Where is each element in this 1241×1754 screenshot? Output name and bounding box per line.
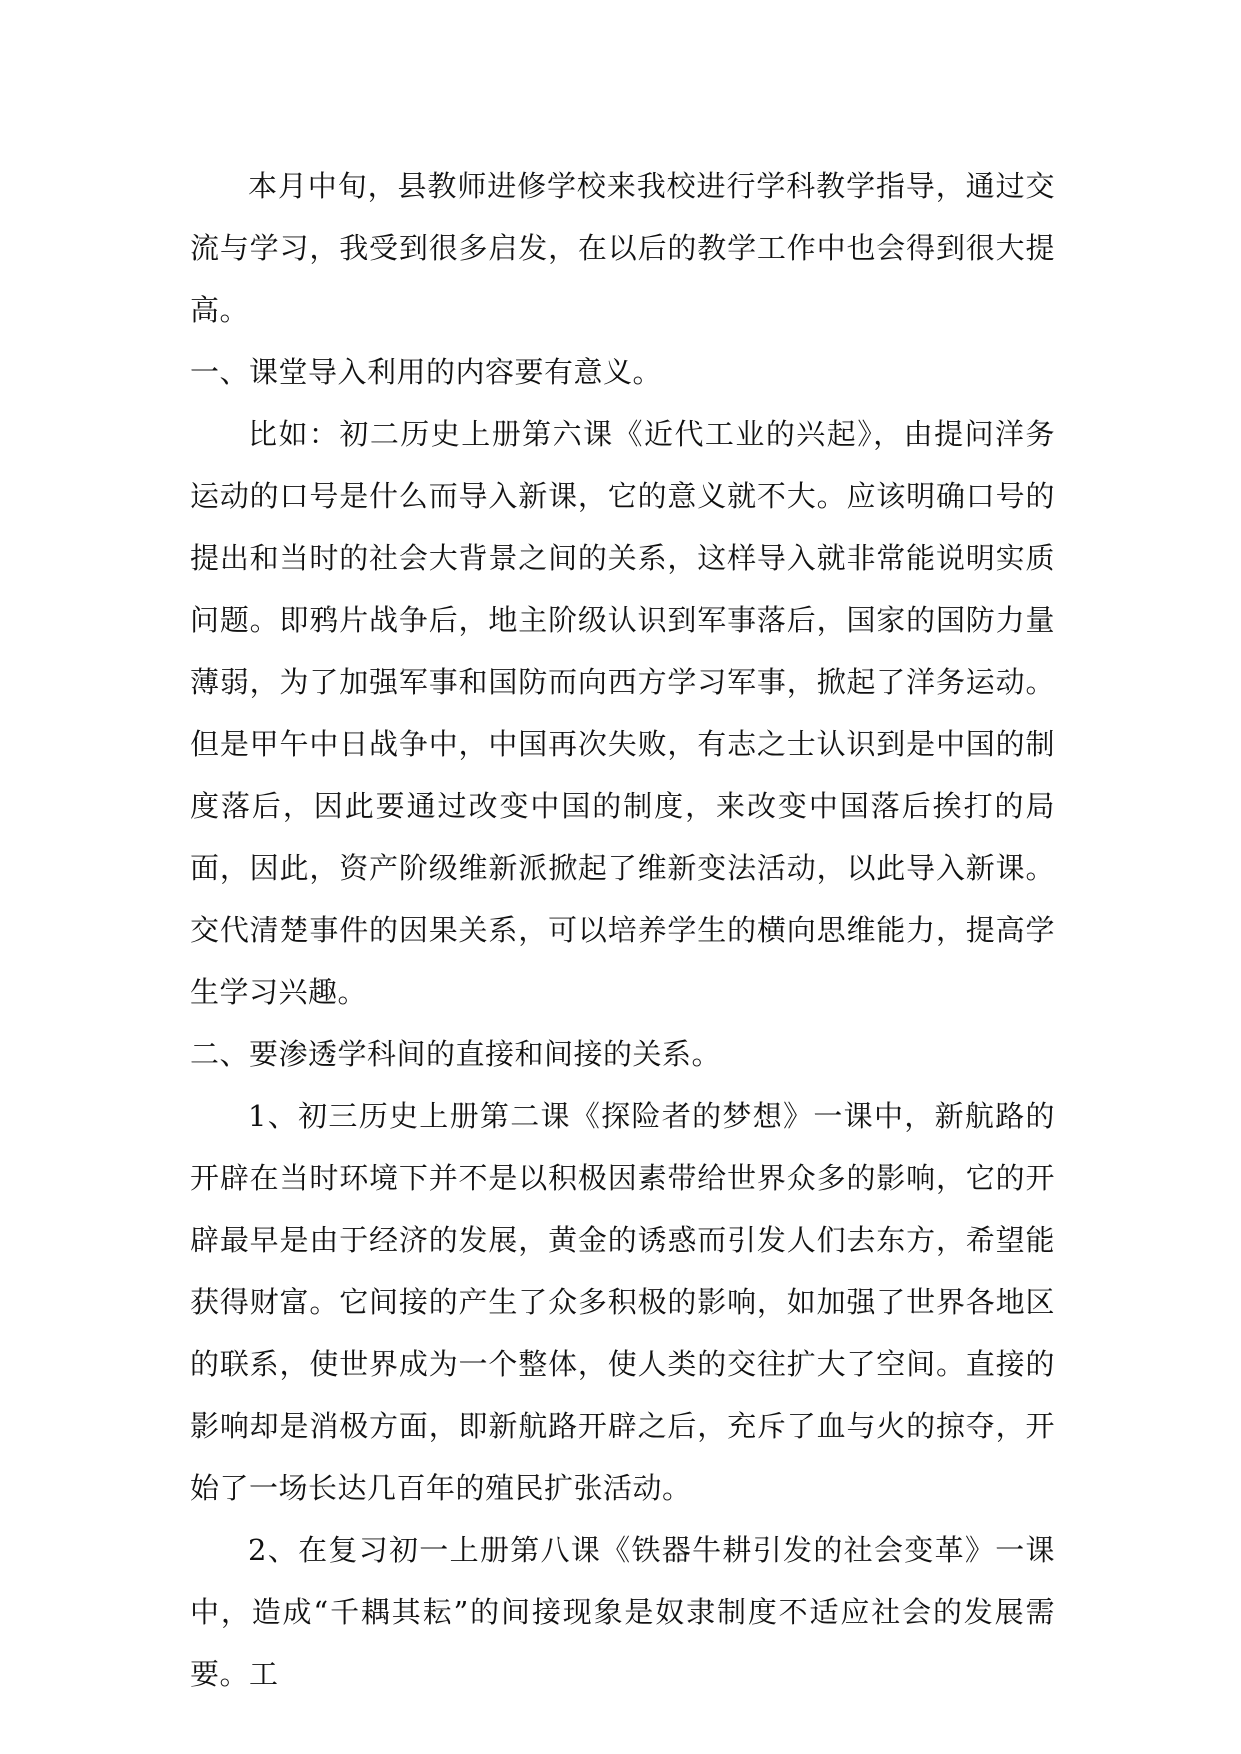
section-heading-2: 二、要渗透学科间的直接和间接的关系。 (190, 1037, 722, 1071)
paragraph-point-1: 1、初三历史上册第二课《探险者的梦想》一课中，新航路的开辟在当时环境下并不是以积极因素带给世界众多的影响，它的开辟最早是由于经济的发展，黄金的诱惑而引发人们去东方，希望能获得财富。它间接的产生了众多积极的影响，如加强了世界各地区的联系，使世界成为一个整体，使人类的交往扩大了空间。直接的影响却是消极方面，即新航路开辟之后，充斥了血与火的掠夺，开始了一场长达几百年的殖民扩张活动。 (190, 1099, 1055, 1505)
section-heading-1: 一、课堂导入利用的内容要有意义。 (190, 355, 663, 389)
paragraph-point-2: 2、在复习初一上册第八课《铁器牛耕引发的社会变革》一课中，造成“千耦其耘”的间接现象是奴隶制度不适应社会的发展需要。工 (190, 1533, 1055, 1691)
paragraph-example-1: 比如：初二历史上册第六课《近代工业的兴起》，由提问洋务运动的口号是什么而导入新课，它的意义就不大。应该明确口号的提出和当时的社会大背景之间的关系，这样导入就非常能说明实质问题。即鸦片战争后，地主阶级认识到军事落后，国家的国防力量薄弱，为了加强军事和国防而向西方学习军事，掀起了洋务运动。但是甲午中日战争中，中国再次失败，有志之士认识到是中国的制度落后，因此要通过改变中国的制度，来改变中国落后挨打的局面，因此，资产阶级维新派掀起了维新变法活动，以此导入新课。交代清楚事件的因果关系，可以培养学生的横向思维能力，提高学生学习兴趣。 (190, 417, 1055, 1009)
paragraph-intro: 本月中旬，县教师进修学校来我校进行学科教学指导，通过交流与学习，我受到很多启发，在以后的教学工作中也会得到很大提高。 (190, 169, 1055, 327)
document-body (190, 155, 1055, 1705)
